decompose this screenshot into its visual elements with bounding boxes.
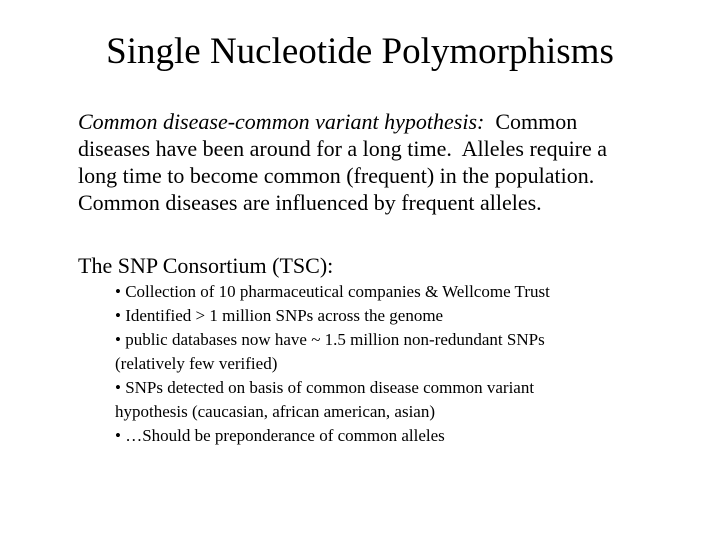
slide-title: Single Nucleotide Polymorphisms xyxy=(106,31,614,72)
bullet-line-continuation: hypothesis (caucasian, african american, asian) xyxy=(115,402,436,421)
bullet-line: • …Should be preponderance of common alleles xyxy=(115,426,445,445)
hypothesis-line-3: long time to become common (frequent) in the population. xyxy=(78,163,595,188)
consortium-bullet-list xyxy=(115,280,685,448)
bullet-line: • public databases now have ~ 1.5 million non-redundant SNPs xyxy=(115,330,545,349)
hypothesis-line-4: Common diseases are influenced by frequent alleles. xyxy=(78,190,542,215)
bullet-line: • Collection of 10 pharmaceutical companies & Wellcome Trust xyxy=(115,282,550,301)
hypothesis-line-1 xyxy=(78,108,678,135)
bullet-line: • SNPs detected on basis of common disease common variant xyxy=(115,378,535,397)
hypothesis-term: Common disease-common variant hypothesis: xyxy=(78,109,485,134)
hypothesis-line-2: diseases have been around for a long time. Alleles require a xyxy=(78,136,608,161)
bullet-line: • Identified > 1 million SNPs across the genome xyxy=(115,306,444,325)
consortium-heading: The SNP Consortium (TSC): xyxy=(78,253,334,278)
hypothesis-paragraph xyxy=(78,108,678,216)
bullet-line-continuation: (relatively few verified) xyxy=(115,354,278,373)
hypothesis-line-1-rest: Common xyxy=(484,109,578,134)
